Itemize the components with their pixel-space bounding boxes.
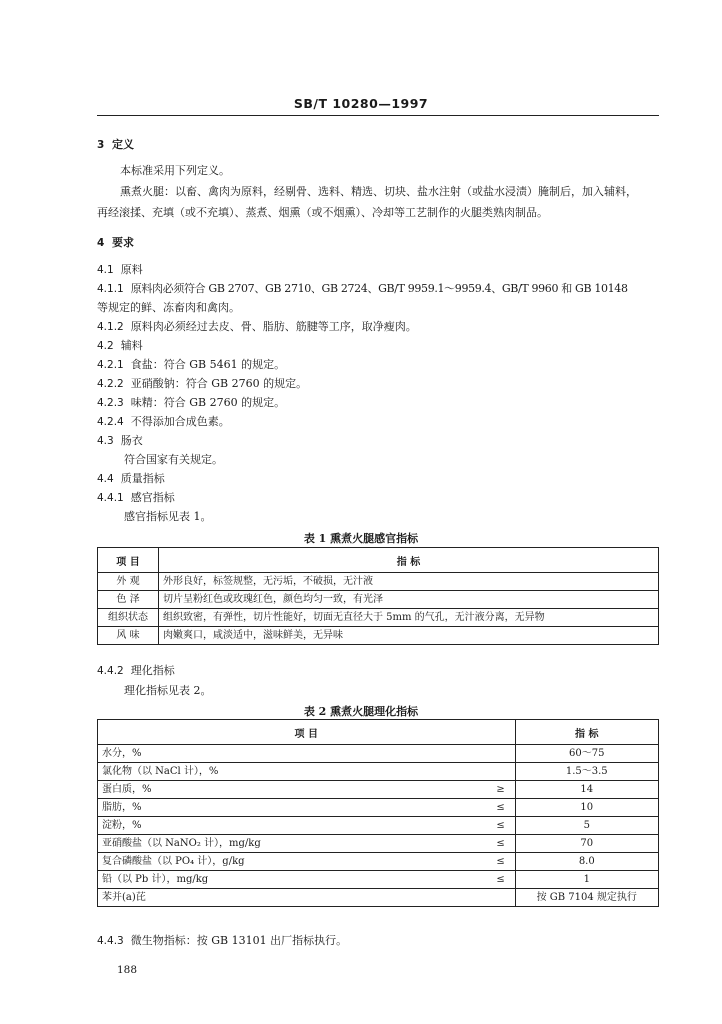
table-cell: 肉嫩爽口，咸淡适中，滋味鲜美，无异味 (159, 627, 659, 645)
clause-4-2-1: 4.2.1 食盐：符合 GB 5461 的规定。 (97, 358, 286, 371)
table-cell: 苯并(a)芘 (98, 889, 487, 907)
table-cell (487, 763, 516, 781)
table-cell: 水分，% (98, 745, 487, 763)
table-cell: 色 泽 (98, 591, 159, 609)
table-row (98, 763, 659, 781)
table-header-cell: 指 标 (515, 720, 658, 745)
table-row (98, 799, 659, 817)
table-cell: ≥ (487, 781, 516, 799)
clause-4-2: 4.2 辅料 (97, 339, 143, 352)
table-cell: 14 (515, 781, 658, 799)
table-cell: 复合磷酸盐（以 PO₄ 计），g/kg (98, 853, 487, 871)
table-row (98, 889, 659, 907)
table-cell: ≤ (487, 835, 516, 853)
clause-4-4-3: 4.4.3 微生物指标：按 GB 13101 出厂指标执行。 (97, 934, 348, 947)
table-row (98, 609, 659, 627)
table-cell: ≤ (487, 871, 516, 889)
table-cell: 60～75 (515, 745, 658, 763)
table-1-caption: 表 1 熏煮火腿感官指标 (303, 532, 419, 545)
table-row (98, 853, 659, 871)
clause-4-4-1: 4.4.1 感官指标 (97, 491, 175, 504)
table-row (98, 835, 659, 853)
clause-4-4: 4.4 质量指标 (97, 472, 165, 485)
table-cell: 亚硝酸盐（以 NaNO₂ 计），mg/kg (98, 835, 487, 853)
table-row (98, 871, 659, 889)
clause-4-1-2: 4.1.2 原料肉必须经过去皮、骨、脂肪、筋腱等工序，取净瘦肉。 (97, 320, 417, 333)
clause-4-2-2: 4.2.2 亚硝酸钠：符合 GB 2760 的规定。 (97, 377, 308, 390)
table-cell: 5 (515, 817, 658, 835)
table-cell: ≤ (487, 799, 516, 817)
table-header-row (98, 548, 659, 573)
table-row (98, 591, 659, 609)
table-cell: 10 (515, 799, 658, 817)
table-cell: 外 观 (98, 573, 159, 591)
table-cell: 风 味 (98, 627, 159, 645)
table-cell: 按 GB 7104 规定执行 (515, 889, 658, 907)
clause-4-4-2-text: 理化指标见表 2。 (124, 684, 212, 697)
table-cell: 切片呈粉红色或玫瑰红色，颜色均匀一致，有光泽 (159, 591, 659, 609)
table-cell: 8.0 (515, 853, 658, 871)
table-header-cell: 项 目 (98, 720, 516, 745)
table-cell: 脂肪，% (98, 799, 487, 817)
table-cell: 外形良好，标签规整，无污垢，不破损，无汁液 (159, 573, 659, 591)
clause-4-1: 4.1 原料 (97, 263, 143, 276)
table-cell: 1 (515, 871, 658, 889)
clause-4-3: 4.3 肠衣 (97, 434, 143, 447)
table-cell: 蛋白质，% (98, 781, 487, 799)
header-rule (97, 115, 659, 116)
clause-4-3-text: 符合国家有关规定。 (124, 453, 223, 466)
table-cell: 70 (515, 835, 658, 853)
table-cell (487, 889, 516, 907)
page-number: 188 (117, 964, 138, 976)
table-1 (97, 547, 659, 645)
clause-4-2-4: 4.2.4 不得添加合成色素。 (97, 415, 230, 428)
table-cell: ≤ (487, 853, 516, 871)
table-cell: 淀粉，% (98, 817, 487, 835)
table-row (98, 573, 659, 591)
clause-4-2-3: 4.2.3 味精：符合 GB 2760 的规定。 (97, 396, 286, 409)
table-cell: 氯化物（以 NaCl 计），% (98, 763, 487, 781)
paragraph: 熏煮火腿：以畜、禽肉为原料，经剔骨、选料、精选、切块、盐水注射（或盐水浸渍）腌制后，加入辅料， (120, 185, 637, 198)
clause-4-1-1-cont: 等规定的鲜、冻畜肉和禽肉。 (97, 301, 240, 314)
table-cell: 组织致密，有弹性，切片性能好，切面无直径大于 5mm 的气孔，无汁液分离，无异物 (159, 609, 659, 627)
table-row (98, 817, 659, 835)
table-header-cell: 项 目 (98, 548, 159, 573)
paragraph: 本标准采用下列定义。 (120, 164, 230, 177)
table-cell: 组织状态 (98, 609, 159, 627)
clause-4-1-1: 4.1.1 原料肉必须符合 GB 2707、GB 2710、GB 2724、GB/T 9959.1～9959.4、GB/T 9960 和 GB 10148 (97, 282, 628, 295)
section-3-heading: 3 定义 (97, 138, 134, 151)
clause-4-4-2: 4.4.2 理化指标 (97, 664, 175, 677)
page-header: SB/T 10280—1997 (293, 96, 429, 111)
table-cell: ≤ (487, 817, 516, 835)
table-header-cell: 指 标 (159, 548, 659, 573)
clause-4-4-1-text: 感官指标见表 1。 (124, 510, 212, 523)
table-row (98, 627, 659, 645)
table-cell: 1.5～3.5 (515, 763, 658, 781)
table-cell: 铅（以 Pb 计），mg/kg (98, 871, 487, 889)
table-header-row (98, 720, 659, 745)
table-row (98, 781, 659, 799)
table-2-caption: 表 2 熏煮火腿理化指标 (303, 705, 419, 718)
table-2 (97, 719, 659, 907)
table-cell (487, 745, 516, 763)
paragraph: 再经滚揉、充填（或不充填）、蒸煮、烟熏（或不烟熏）、冷却等工艺制作的火腿类熟肉制品。 (97, 206, 548, 219)
section-4-heading: 4 要求 (97, 236, 134, 249)
table-row (98, 745, 659, 763)
